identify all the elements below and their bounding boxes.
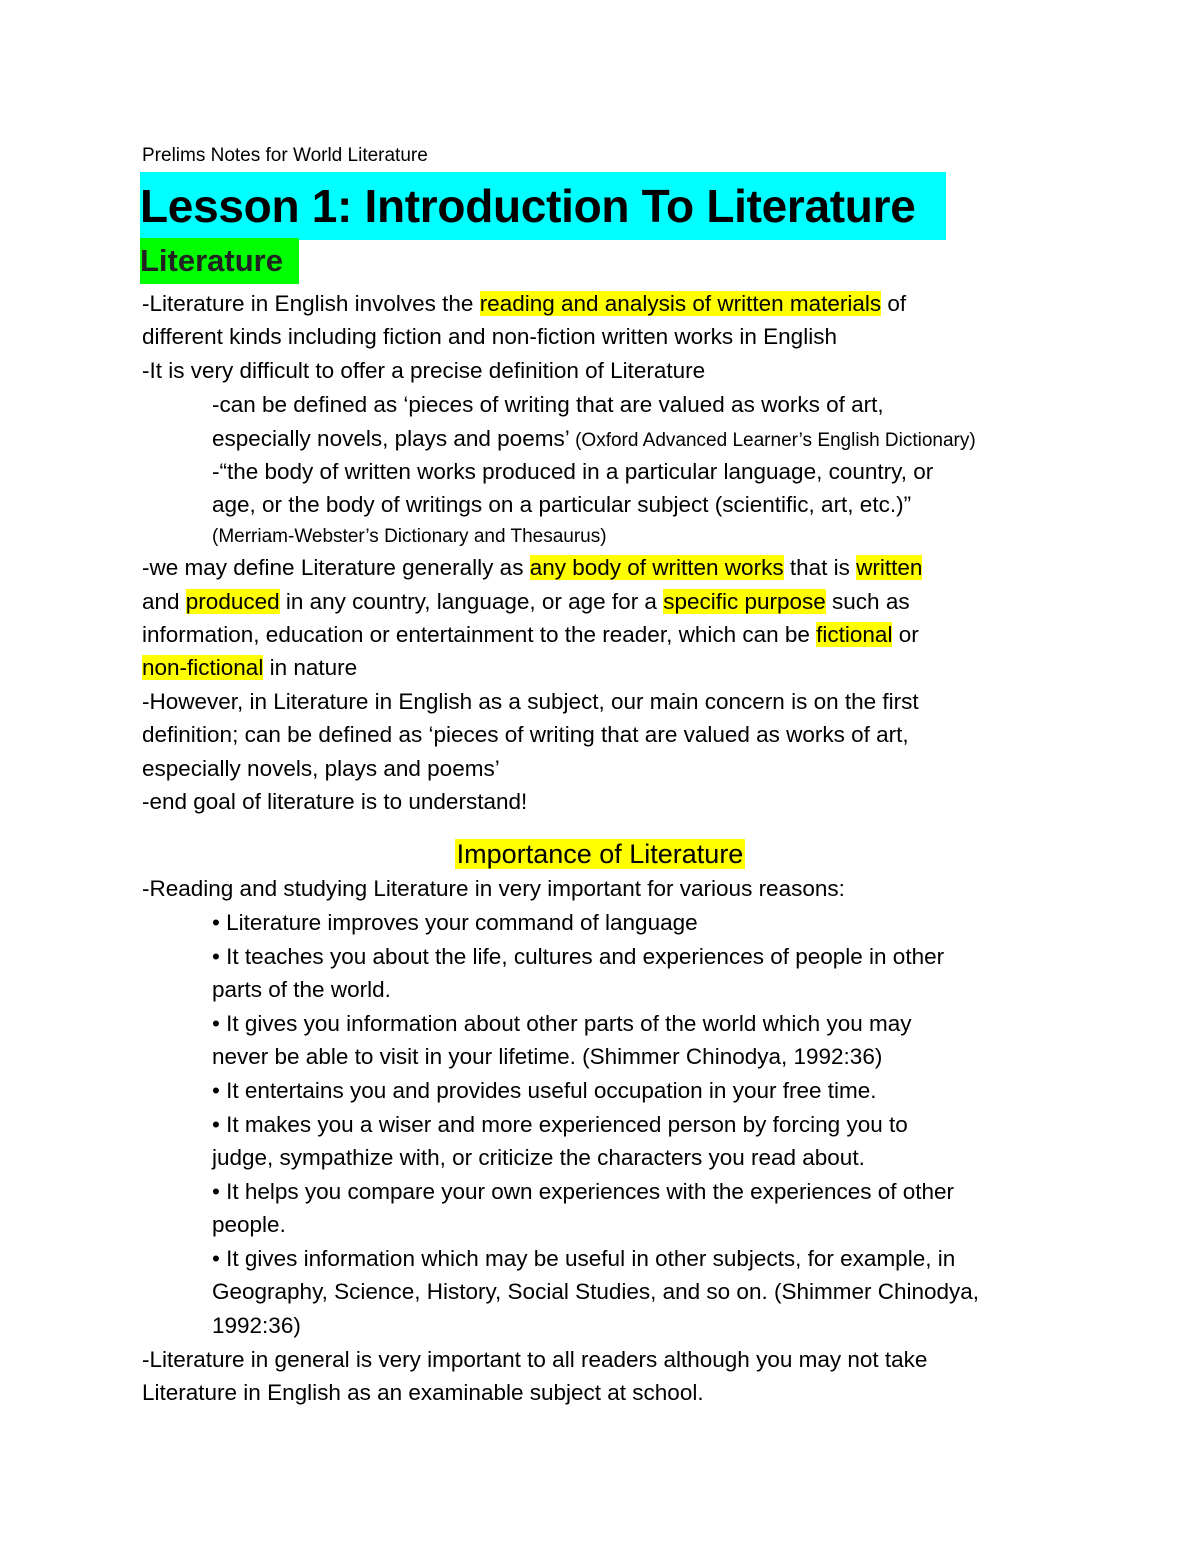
bullet-item: • It gives you information about other parts of the world which you may <box>212 1011 912 1036</box>
paragraph-line: -can be defined as ‘pieces of writing that are valued as works of art, <box>212 392 884 417</box>
text-span: and <box>142 589 186 614</box>
bullet-item: • Literature improves your command of language <box>212 910 698 935</box>
document-header: Prelims Notes for World Literature <box>142 145 428 166</box>
text-span: that is <box>783 555 857 580</box>
paragraph-line: -“the body of written works produced in a particular language, country, or <box>212 459 934 484</box>
bullet-item: • It teaches you about the life, cultures and experiences of people in other <box>212 944 945 969</box>
highlighted-text: non-fictional <box>142 655 264 680</box>
paragraph-line <box>142 585 910 618</box>
text-span: in nature <box>263 655 358 680</box>
highlighted-text: specific purpose <box>663 589 826 614</box>
citation: (Oxford Advanced Learner’s English Dictionary) <box>575 430 976 451</box>
bullet-continuation: 1992:36) <box>212 1313 301 1338</box>
text-span: especially novels, plays and poems’ <box>212 426 576 451</box>
highlighted-text: any body of written works <box>529 555 784 580</box>
paragraph-line: especially novels, plays and poems’ <box>142 756 500 781</box>
paragraph-line <box>212 422 976 457</box>
bullet-item: • It makes you a wiser and more experienced person by forcing you to <box>212 1112 908 1137</box>
paragraph-line: Literature in English as an examinable subject at school. <box>142 1380 704 1405</box>
highlighted-heading: Importance of Literature <box>456 839 744 869</box>
citation: (Merriam-Webster’s Dictionary and Thesaurus) <box>212 526 607 547</box>
text-span: in any country, language, or age for a <box>279 589 664 614</box>
lesson-title: Lesson 1: Introduction To Literature <box>140 172 946 240</box>
paragraph-line: -end goal of literature is to understand! <box>142 789 528 814</box>
paragraph-line <box>142 618 919 651</box>
paragraph-line: different kinds including fiction and non-fiction written works in English <box>142 324 837 349</box>
highlighted-text: produced <box>185 589 280 614</box>
highlighted-text: reading and analysis of written materials <box>479 291 882 316</box>
text-span: -we may define Literature generally as <box>142 555 530 580</box>
bullet-continuation: Geography, Science, History, Social Studies, and so on. (Shimmer Chinodya, <box>212 1279 980 1304</box>
bullet-item: • It gives information which may be useful in other subjects, for example, in <box>212 1246 956 1271</box>
highlighted-text: written <box>856 555 923 580</box>
bullet-item: • It entertains you and provides useful occupation in your free time. <box>212 1078 877 1103</box>
bullet-item: • It helps you compare your own experiences with the experiences of other <box>212 1179 955 1204</box>
paragraph-line <box>142 651 357 684</box>
text-span: information, education or entertainment to the reader, which can be <box>142 622 817 647</box>
paragraph-line: -However, in Literature in English as a subject, our main concern is on the first <box>142 689 919 714</box>
bullet-continuation: parts of the world. <box>212 977 391 1002</box>
bullet-continuation: judge, sympathize with, or criticize the characters you read about. <box>212 1145 865 1170</box>
bullet-continuation: people. <box>212 1212 286 1237</box>
paragraph-line: -It is very difficult to offer a precise definition of Literature <box>142 358 706 383</box>
text-span: -Literature in English involves the <box>142 291 480 316</box>
section-heading-importance <box>0 834 1200 874</box>
paragraph-line: -Reading and studying Literature in very important for various reasons: <box>142 876 845 901</box>
text-span: or <box>892 622 919 647</box>
paragraph-line <box>142 551 922 584</box>
text-span: such as <box>825 589 910 614</box>
text-span: of <box>881 291 907 316</box>
section-heading-literature: Literature <box>140 238 299 284</box>
paragraph-line: -Literature in general is very important to all readers although you may not take <box>142 1347 928 1372</box>
paragraph-line: age, or the body of writings on a particular subject (scientific, art, etc.)” <box>212 492 912 517</box>
paragraph-line <box>142 287 906 320</box>
highlighted-text: fictional <box>816 622 893 647</box>
bullet-continuation: never be able to visit in your lifetime. (Shimmer Chinodya, 1992:36) <box>212 1044 883 1069</box>
paragraph-line: definition; can be defined as ‘pieces of writing that are valued as works of art, <box>142 722 909 747</box>
